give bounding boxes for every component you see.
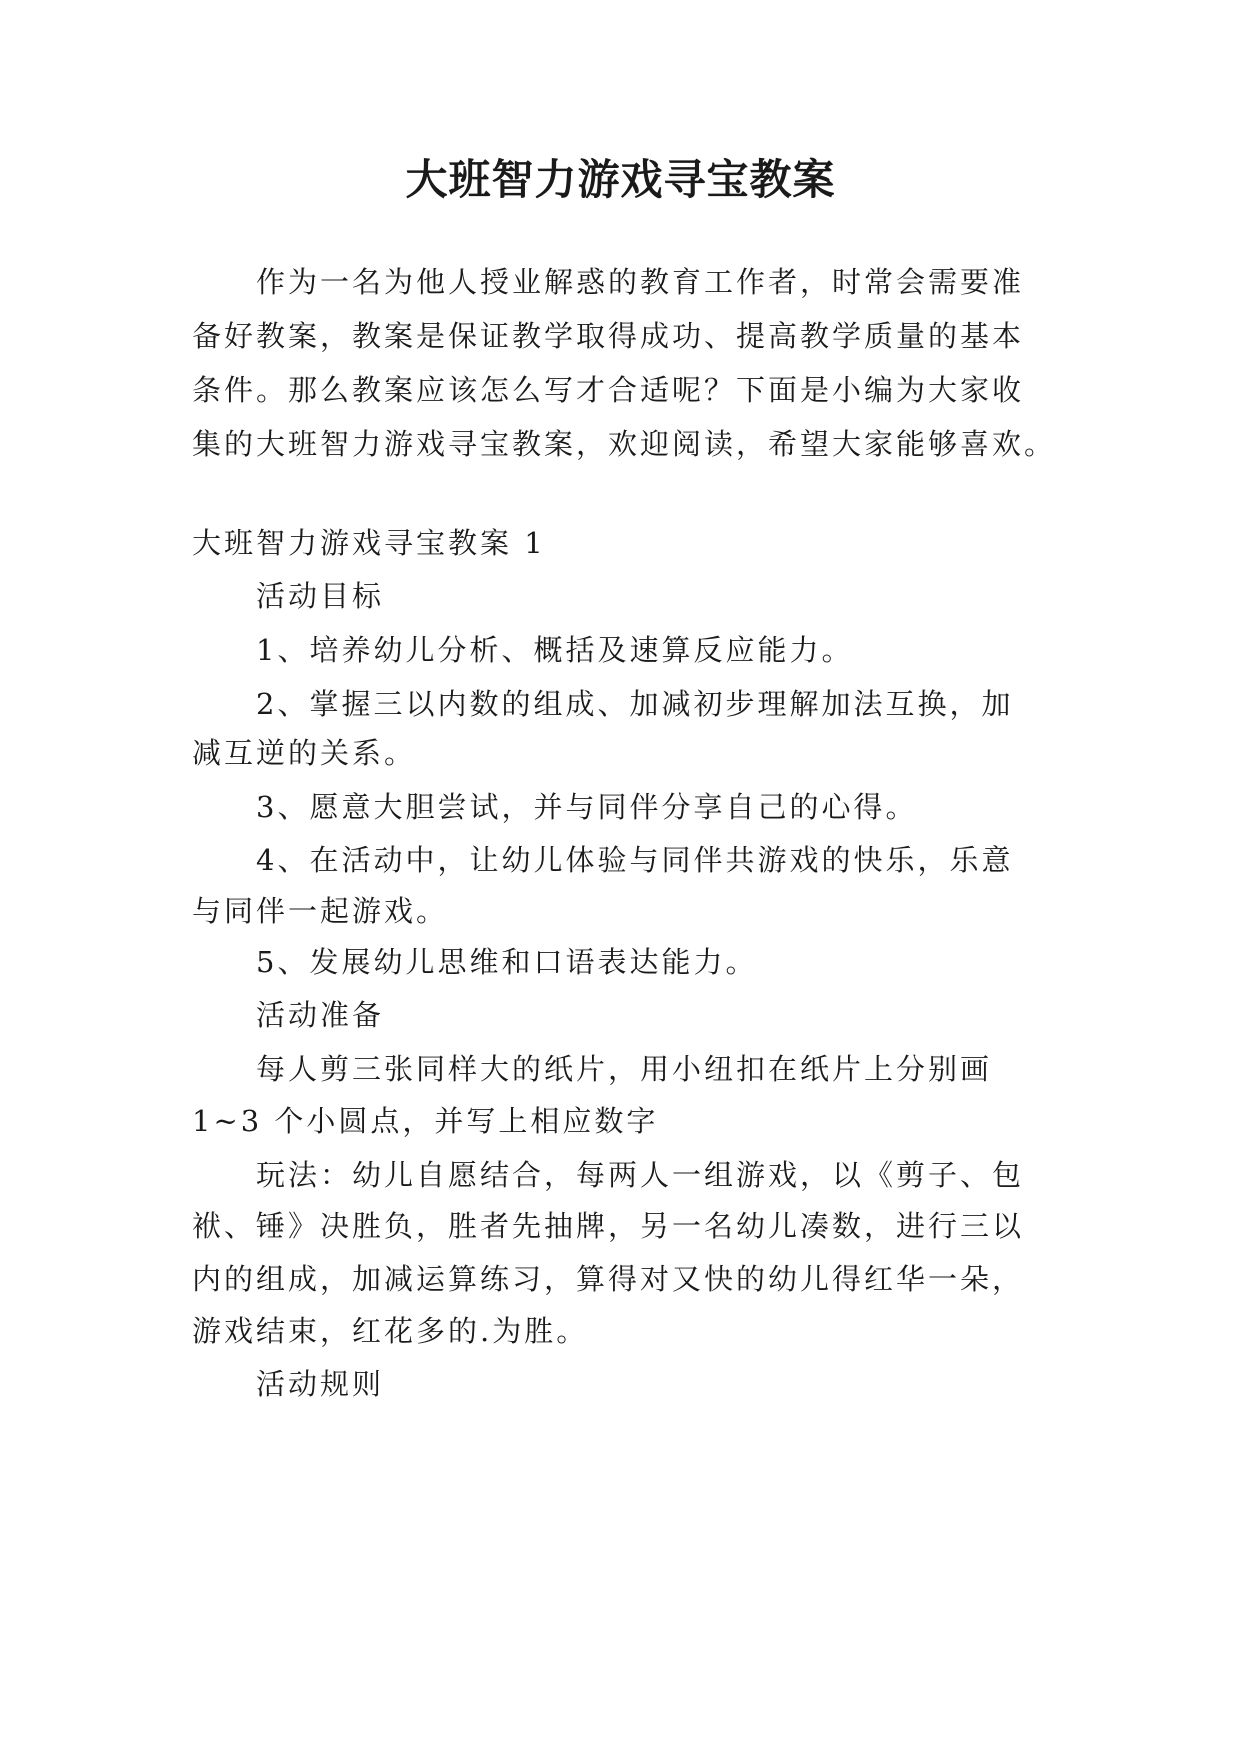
goal-line: 5、发展幼儿思维和口语表达能力。 [256,945,758,979]
intro-line-3: 条件。那么教案应该怎么写才合适呢？下面是小编为大家收 [192,373,1025,407]
play-line: 玩法：幼儿自愿结合，每两人一组游戏，以《剪子、包 [256,1158,1025,1192]
goal-line: 与同伴一起游戏。 [192,894,449,928]
goal-line: 2、掌握三以内数的组成、加减初步理解加法互换，加 [256,687,1014,721]
section-title: 大班智力游戏寻宝教案 1 [192,526,546,560]
goal-line: 3、愿意大胆尝试，并与同伴分享自己的心得。 [256,790,918,824]
goal-line: 4、在活动中，让幼儿体验与同伴共游戏的快乐，乐意 [256,843,1014,877]
rules-heading: 活动规则 [256,1367,385,1401]
intro-line-4: 集的大班智力游戏寻宝教案，欢迎阅读，希望大家能够喜欢。 [192,427,1057,461]
play-line: 内的组成，加减运算练习，算得对又快的幼儿得红华一朵， [192,1262,1025,1296]
prep-line: 1~3 个小圆点，并写上相应数字 [192,1104,659,1138]
goal-line: 1、培养幼儿分析、概括及速算反应能力。 [256,633,854,667]
prep-line: 每人剪三张同样大的纸片，用小纽扣在纸片上分别画 [256,1052,993,1086]
intro-line-1: 作为一名为他人授业解惑的教育工作者，时常会需要准 [256,265,1025,299]
play-line: 袱、锤》决胜负，胜者先抽牌，另一名幼儿凑数，进行三以 [192,1209,1025,1243]
play-line: 游戏结束，红花多的.为胜。 [192,1314,589,1348]
document-title: 大班智力游戏寻宝教案 [405,155,836,204]
goals-heading: 活动目标 [256,579,385,613]
goal-line: 减互逆的关系。 [192,736,417,770]
prep-heading: 活动准备 [256,998,385,1032]
intro-line-2: 备好教案，教案是保证教学取得成功、提高教学质量的基本 [192,319,1025,353]
